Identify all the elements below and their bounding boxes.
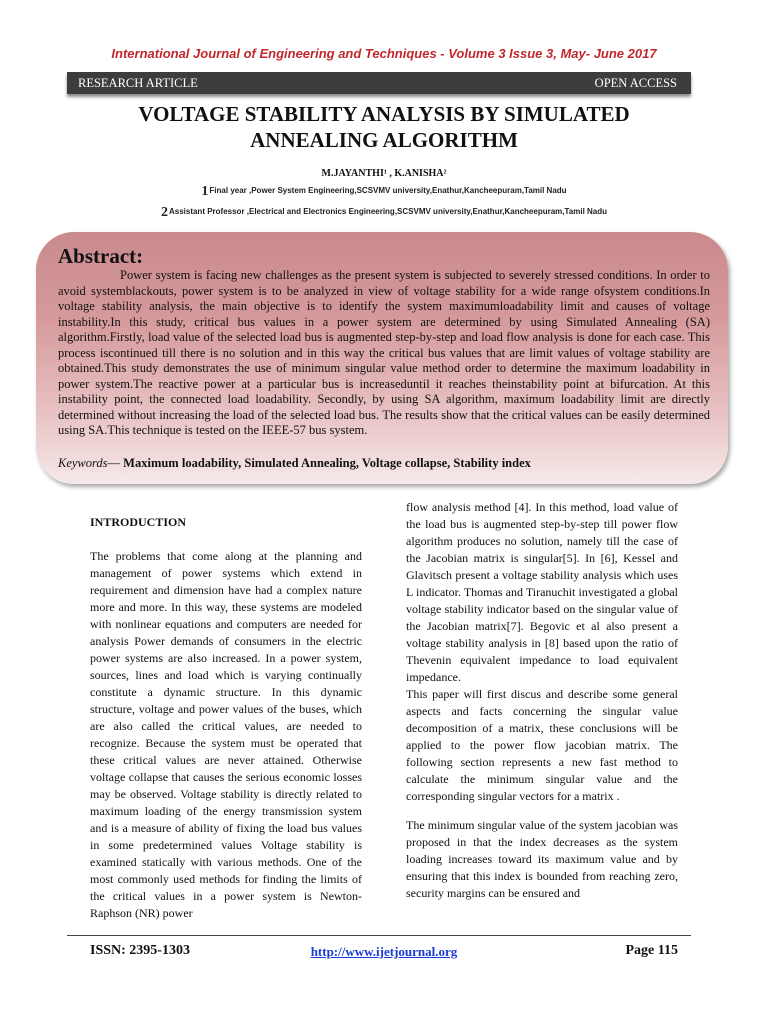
right-paragraph-2: This paper will first discus and describe some general aspects and facts concerning the singular value decomposition of a matrix, these conclusions will be applied to the power flow jacobian matrix. The following section represents a new fast method to calculate the minimum singular value and the corresponding singular vectors for a matrix . [406, 687, 678, 803]
footer-divider [67, 935, 691, 936]
affiliation-mark: 1 [201, 184, 209, 199]
journal-header: International Journal of Engineering and Techniques - Volume 3 Issue 3, May- June 2017 [111, 46, 657, 61]
intro-paragraph: The problems that come along at the planning and management of power systems which extend in requirement and dimension have had a complex nature more and more. In this way, these systems are modeled with nonlinear equations and computers are needed for analysis Power demands of consumers in the electric power systems are also increased. In a power system, sources, lines and load which is varying continually constitute a dynamic structure. In this dynamic structure, voltage and power values of the buses, which are also called the critical values, are needed to recognize. Because the system must be operated that these critical values are never attained. Otherwise voltage collapse that causes the serious economic losses may be observed. Voltage stability is directly related to maximum loading of the energy transmission system and is a measure of ability of fixing the load bus values in some predetermined values Voltage stability is examined statically with various methods. One of the most commonly used methods for finding the limits of the critical values in a power system is Newton- Raphson (NR) power [90, 549, 362, 920]
keywords-values: Maximum loadability, Simulated Annealing, Voltage collapse, Stability index [120, 456, 531, 470]
keywords-line [58, 456, 531, 471]
keywords-label: Keywords [58, 456, 108, 470]
title-line-1: VOLTAGE STABILITY ANALYSIS BY SIMULATED [138, 102, 630, 126]
right-paragraph-1: flow analysis method [4]. In this method, load value of the load bus is augmented step-by-step till power flow algorithm produces no solution, namely till the case of the Jacobian matrix is singular[5]. In [6], Kessel and Glavitsch present a voltage stability analysis which uses L indicator. Thomas and Tiranuchit investigated a global voltage stability indicator based on the singular value of the Jacobian matrix[7]. Begovic et al also present a voltage stability analysis in [8] based upon the ratio of Thevenin equivalent impedance to load equivalent impedance. [406, 500, 678, 684]
title-line-2: ANNEALING ALGORITHM [250, 128, 518, 152]
affiliation-text: Assistant Professor ,Electrical and Electronics Engineering,SCSVMV university,Enathur,Kancheepuram,Tamil Nadu [168, 207, 608, 216]
right-paragraph-3: The minimum singular value of the system jacobian was proposed in that the index decreases as the system loading increases toward its maximum value and by ensuring that this index is bounded from reaching zero, security margins can be ensured and [406, 818, 678, 900]
affiliation-text: Final year ,Power System Engineering,SCSVMV university,Enathur,Kancheepuram,Tamil Nadu [209, 186, 567, 195]
keywords-dash: — [107, 456, 121, 470]
footer-url-link[interactable]: http://www.ijetjournal.org [310, 944, 458, 959]
authors: M.JAYANTHI¹ , K.ANISHA² [321, 168, 447, 179]
footer-page-number: Page 115 [625, 943, 678, 958]
right-column [406, 499, 678, 902]
affiliation-1 [0, 184, 768, 200]
paper-title [0, 101, 768, 153]
article-type-label: RESEARCH ARTICLE [78, 76, 198, 90]
article-banner [67, 72, 691, 94]
footer-issn: ISSN: 2395-1303 [90, 943, 190, 958]
abstract-heading: Abstract: [58, 244, 144, 268]
affiliation-mark: 2 [160, 205, 168, 220]
open-access-label: OPEN ACCESS [594, 76, 677, 90]
left-column [90, 548, 362, 922]
introduction-heading: INTRODUCTION [90, 515, 187, 529]
affiliation-2 [0, 205, 768, 221]
abstract-text: Power system is facing new challenges as the present system is subjected to severely stressed conditions. In order to avoid systemblackouts, power system is to be analyzed in view of voltage stability for a wide range ofsystem conditions.In voltage stability analysis, the main objective is to identify the system maximumloadability limit and causes of voltage instability.In this study, critical bus values in a power system are determined by using Simulated Annealing (SA) algorithm.Firstly, load value of the selected load bus is augmented step-by-step and load flow analysis is done for each case. This process iscontinued till there is no solution and in this way the critical bus values that are limit values of voltage stability are obtained.This study demonstrates the use of minimum singular value method order to determine the maximum loadability in power system.The reactive power at a particular bus is increaseduntil it reaches theinstability point at bifurcation. At this instability point, the connected load loadability. Secondly, by using SA algorithm, maximum loadability limit are directly determined without increasing the load of the selected load bus. The results show that the critical values can be easily determined using SA.This technique is tested on the IEEE-57 bus system. [58, 268, 710, 437]
